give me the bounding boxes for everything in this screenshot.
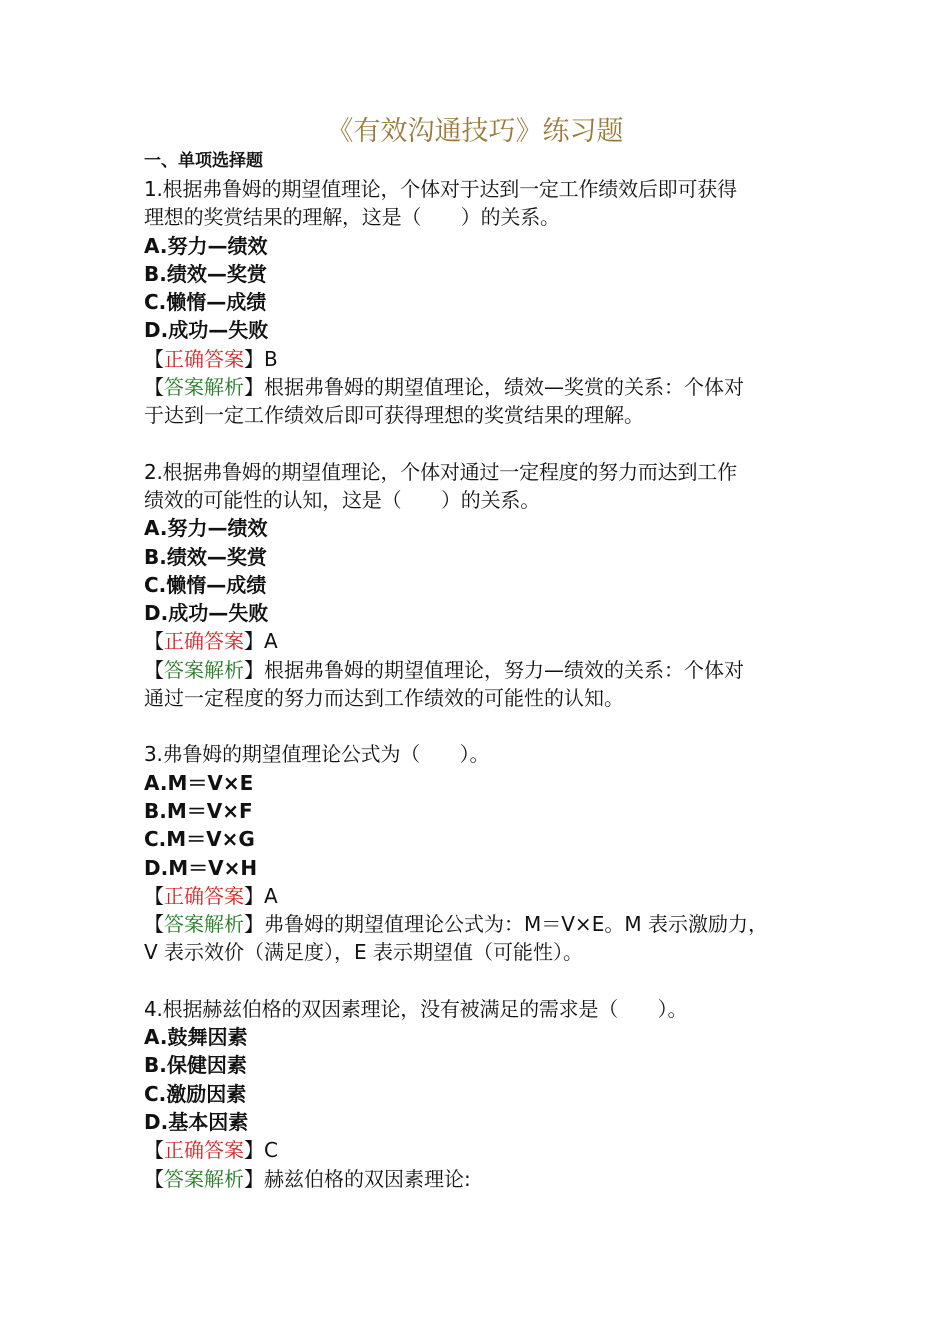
option-b: B.M＝V×F [144, 798, 253, 823]
correct-answer-value: C [264, 1138, 278, 1163]
analysis-text: 弗鲁姆的期望值理论公式为：M＝V×E。M 表示激励力， [264, 912, 768, 937]
bracket-close: 】 [244, 375, 264, 400]
option-a: A.努力—绩效 [144, 516, 268, 541]
stem-line: 2.根据弗鲁姆的期望值理论，个体对通过一定程度的努力而达到工作 [144, 459, 737, 484]
bracket-open: 【 [144, 1166, 164, 1191]
correct-answer-line [144, 627, 824, 655]
bracket-close: 】 [244, 1166, 264, 1191]
question-stem [144, 740, 824, 768]
stem-line: 1.根据弗鲁姆的期望值理论，个体对于达到一定工作绩效后即可获得 [144, 177, 737, 201]
bracket-open: 【 [144, 629, 164, 654]
correct-answer-value: A [264, 883, 278, 908]
analysis-line [144, 373, 824, 401]
bracket-open: 【 [144, 657, 164, 682]
analysis-line [144, 910, 824, 938]
question-2 [144, 458, 824, 713]
bracket-open: 【 [144, 912, 164, 937]
analysis-line: 通过一定程度的努力而达到工作绩效的可能性的认知。 [144, 686, 624, 711]
bracket-open: 【 [144, 883, 164, 908]
correct-answer-line [144, 882, 824, 910]
section-heading: 一、单项选择题 [144, 151, 263, 171]
bracket-close: 】 [244, 1138, 264, 1163]
analysis-line: 于达到一定工作绩效后即可获得理想的奖赏结果的理解。 [144, 403, 644, 428]
question-4 [144, 995, 824, 1193]
correct-answer-value: B [264, 346, 278, 371]
bracket-close: 】 [244, 346, 264, 371]
analysis-text: 根据弗鲁姆的期望值理论，努力—绩效的关系：个体对 [264, 657, 744, 682]
option-c: C.懒惰—成绩 [144, 572, 267, 597]
analysis-label: 答案解析 [164, 912, 244, 937]
option-d: D.成功—失败 [144, 318, 269, 343]
analysis-line [144, 656, 824, 684]
option-a: A.M＝V×E [144, 770, 254, 795]
analysis-label: 答案解析 [164, 657, 244, 682]
option-b: B.绩效—奖赏 [144, 261, 267, 286]
bracket-close: 】 [244, 629, 264, 654]
analysis-label: 答案解析 [164, 375, 244, 400]
option-a: A.努力—绩效 [144, 233, 268, 258]
question-1 [144, 175, 824, 430]
option-c: C.懒惰—成绩 [144, 290, 267, 315]
analysis-label: 答案解析 [164, 1166, 244, 1191]
bracket-open: 【 [144, 375, 164, 400]
bracket-close: 】 [244, 883, 264, 908]
stem-line: 绩效的可能性的认知，这是（ ）的关系。 [144, 487, 540, 512]
question-stem [144, 458, 824, 515]
option-a: A.鼓舞因素 [144, 1025, 248, 1050]
question-stem [144, 995, 824, 1023]
option-d: D.成功—失败 [144, 601, 269, 626]
analysis-line: V 表示效价（满足度），E 表示期望值（可能性）。 [144, 940, 584, 965]
option-d: D.基本因素 [144, 1109, 249, 1134]
bracket-open: 【 [144, 1138, 164, 1163]
correct-answer-label: 正确答案 [164, 629, 244, 654]
question-stem [144, 175, 824, 232]
analysis-text: 赫兹伯格的双因素理论: [264, 1166, 471, 1191]
question-list [144, 175, 824, 1221]
correct-answer-label: 正确答案 [164, 883, 244, 908]
correct-answer-line [144, 1136, 824, 1164]
bracket-open: 【 [144, 346, 164, 371]
analysis-text: 根据弗鲁姆的期望值理论，绩效—奖赏的关系：个体对 [264, 375, 744, 400]
correct-answer-label: 正确答案 [164, 1138, 244, 1163]
bracket-close: 】 [244, 912, 264, 937]
option-b: B.保健因素 [144, 1053, 247, 1078]
option-b: B.绩效—奖赏 [144, 544, 267, 569]
correct-answer-line [144, 345, 824, 373]
option-c: C.激励因素 [144, 1081, 247, 1106]
stem-line: 3.弗鲁姆的期望值理论公式为（ ）。 [144, 742, 490, 767]
stem-line: 4.根据赫兹伯格的双因素理论，没有被满足的需求是（ ）。 [144, 996, 688, 1021]
option-d: D.M＝V×H [144, 855, 258, 880]
page-title: 《有效沟通技巧》练习题 [326, 116, 624, 147]
stem-line: 理想的奖赏结果的理解，这是（ ）的关系。 [144, 205, 560, 230]
analysis-line [144, 1165, 824, 1193]
bracket-close: 】 [244, 657, 264, 682]
question-3 [144, 740, 824, 966]
option-c: C.M＝V×G [144, 827, 255, 852]
correct-answer-label: 正确答案 [164, 346, 244, 371]
correct-answer-value: A [264, 629, 278, 654]
